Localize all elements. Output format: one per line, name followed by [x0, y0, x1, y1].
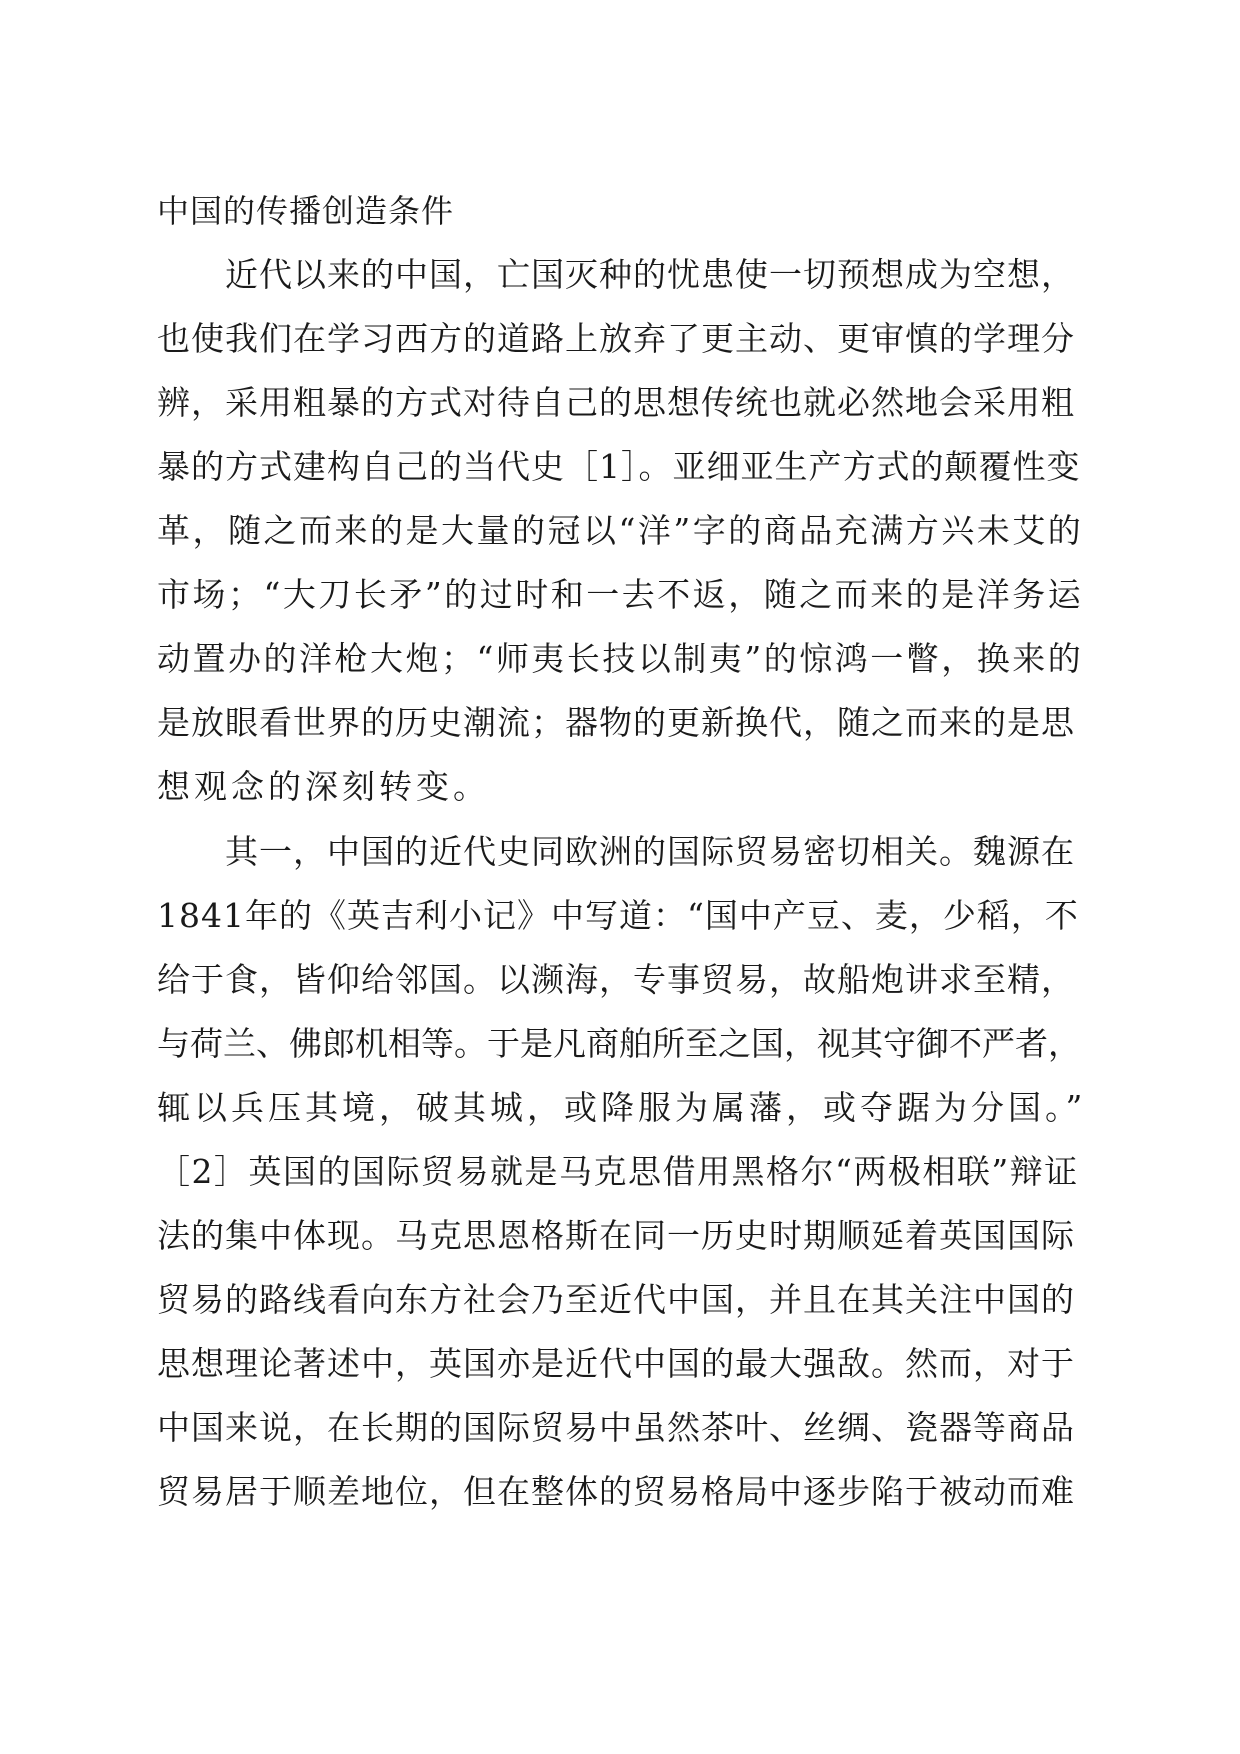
body-paragraph: [157, 820, 1087, 1524]
paragraph-line: 与荷兰、佛郎机相等。于是凡商舶所至之国，视其守御不严者，: [157, 1024, 1081, 1063]
paragraph-line: 中国来说，在长期的国际贸易中虽然茶叶、丝绸、瓷器等商品: [157, 1408, 1075, 1447]
paragraph-line: 辨，采用粗暴的方式对待自己的思想传统也就必然地会采用粗: [157, 383, 1075, 422]
paragraph-line: 贸易居于顺差地位，但在整体的贸易格局中逐步陷于被动而难: [157, 1472, 1075, 1511]
paragraph-line: 法的集中体现。马克思恩格斯在同一历史时期顺延着英国国际: [157, 1216, 1075, 1255]
body-paragraph: [157, 243, 1087, 819]
section-heading: 中国的传播创造条件: [157, 192, 455, 230]
paragraph-line: 近代以来的中国，亡国灭种的忧患使一切预想成为空想，: [157, 255, 1075, 294]
paragraph-line: 也使我们在学习西方的道路上放弃了更主动、更审慎的学理分: [157, 319, 1075, 358]
paragraph-line: 辄以兵压其境，破其城，或降服为属藩，或夺踞为分国。”: [157, 1088, 1087, 1127]
paragraph-line: 1841年的《英吉利小记》中写道：“国中产豆、麦，少稻，不: [157, 896, 1079, 935]
paragraph-line: 其一，中国的近代史同欧洲的国际贸易密切相关。魏源在: [157, 832, 1075, 871]
paragraph-line: 动置办的洋枪大炮；“师夷长技以制夷”的惊鸿一瞥，换来的: [157, 639, 1084, 678]
paragraph-line: 是放眼看世界的历史潮流；器物的更新换代，随之而来的是思: [157, 703, 1075, 742]
paragraph-line: 想观念的深刻转变。: [157, 767, 490, 806]
paragraph-line: 给于食，皆仰给邻国。以濒海，专事贸易，故船炮讲求至精，: [157, 960, 1075, 999]
paragraph-line: 市场；“大刀长矛”的过时和一去不返，随之而来的是洋务运: [157, 575, 1084, 614]
paragraph-line: 暴的方式建构自己的当代史［1］。亚细亚生产方式的颠覆性变: [157, 447, 1081, 486]
paragraph-line: 思想理论著述中，英国亦是近代中国的最大强敌。然而，对于: [157, 1344, 1075, 1383]
paragraph-line: 革，随之而来的是大量的冠以“洋”字的商品充满方兴未艾的: [157, 511, 1084, 550]
paragraph-line: ［2］英国的国际贸易就是马克思借用黑格尔“两极相联”辩证: [157, 1152, 1079, 1191]
paragraph-line: 贸易的路线看向东方社会乃至近代中国，并且在其关注中国的: [157, 1280, 1075, 1319]
